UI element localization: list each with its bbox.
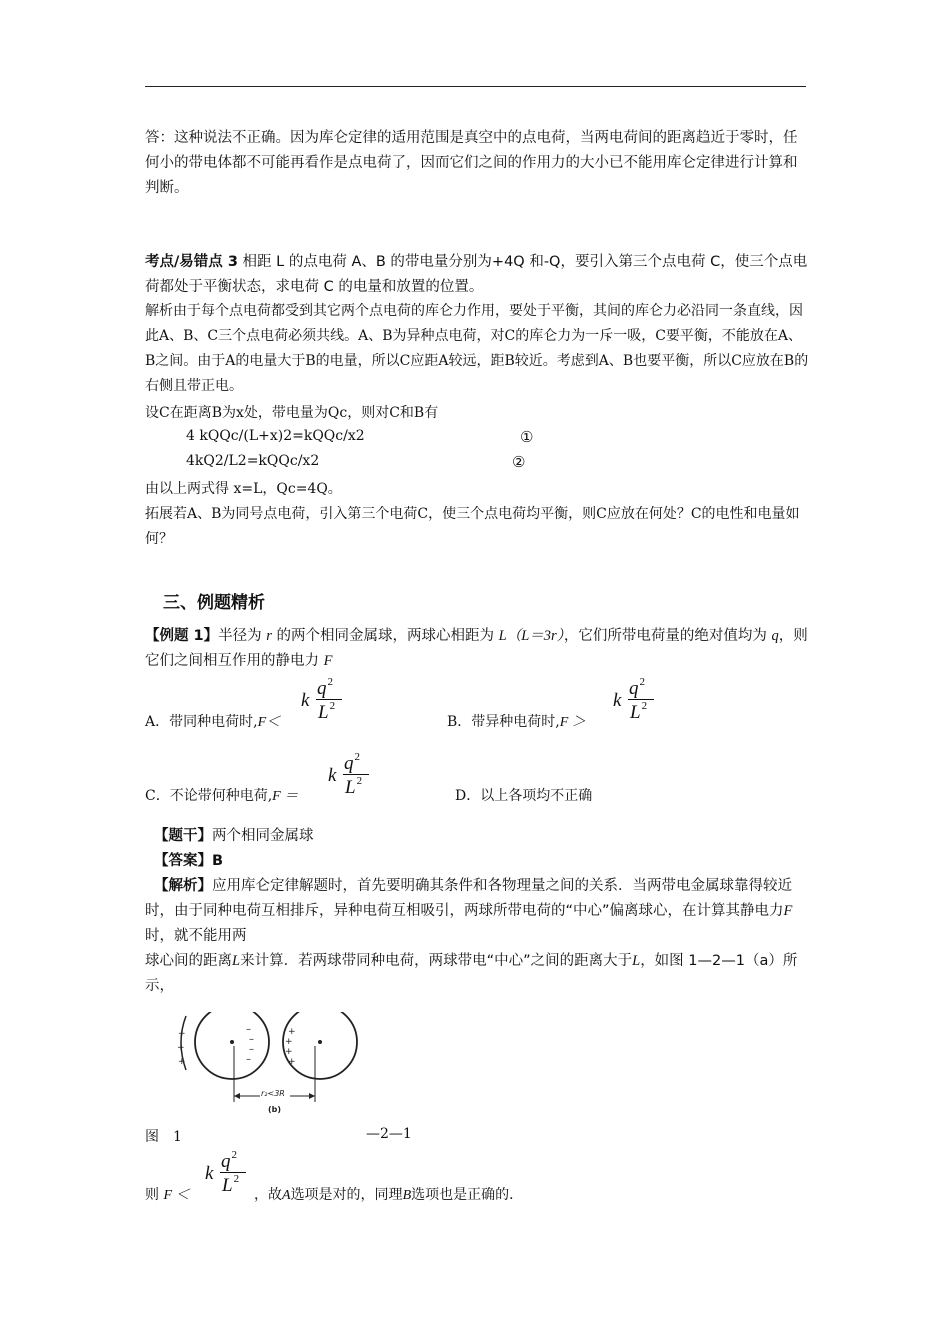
option-a-relation: F＜ xyxy=(257,715,281,730)
charge-sign: + xyxy=(288,1057,296,1067)
option-b-label: B．带异种电荷时, xyxy=(447,714,560,730)
charge-sign: + xyxy=(177,1043,185,1053)
charge-sign: + xyxy=(178,1057,186,1067)
arrow-head-right xyxy=(309,1093,315,1099)
option-b[interactable] xyxy=(447,711,586,731)
jiexi-text: ，如图 1—2—1（a）所示， xyxy=(145,953,798,994)
answer-text: B xyxy=(212,853,224,869)
var-L: L xyxy=(632,953,641,969)
figure-caption-b: —2—1 xyxy=(366,1126,412,1142)
sphere-left xyxy=(195,1012,269,1079)
charge-sign: + xyxy=(285,1037,293,1047)
two-spheres-figure xyxy=(170,1012,370,1120)
jiexi-paragraph xyxy=(145,874,810,949)
option-a-label: A．带同种电荷时, xyxy=(145,714,258,730)
charge-sign: + xyxy=(178,1029,186,1039)
charge-sign: + xyxy=(288,1027,296,1037)
option-c[interactable] xyxy=(145,785,298,805)
example-question xyxy=(145,624,810,674)
kaodian-extension: 拓展若A、B为同号点电荷，引入第三个电荷C，使三个点电荷均平衡，则C应放在何处？C的电性和电量如何？ xyxy=(145,506,800,547)
kaodian-setup: 设C在距离B为x处，带电量为Qc，则对C和B有 xyxy=(145,405,439,421)
kaodian-label: 考点/易错点 3 xyxy=(145,254,238,270)
conclusion-text: ，故A选项是对的，同理B选项也是正确的． xyxy=(254,1187,524,1203)
var-q: q xyxy=(771,628,779,644)
conclusion-prefix: 则 F ＜ xyxy=(145,1187,190,1203)
charge-sign: – xyxy=(246,1024,251,1035)
jiexi-text: 球心间的距离 xyxy=(145,953,232,969)
option-a[interactable] xyxy=(145,711,280,731)
tigan-text: 两个相同金属球 xyxy=(212,828,314,844)
jiexi-text: 时，就不能用两 xyxy=(145,928,247,944)
example-label: 【例题 1】 xyxy=(145,628,219,644)
jiexi-paragraph-2 xyxy=(145,949,810,999)
var-F: F xyxy=(323,653,333,669)
sphere-right-center xyxy=(318,1040,322,1044)
jiexi-label: 【解析】 xyxy=(154,878,212,894)
header-rule xyxy=(145,86,806,87)
equation-2: 4kQ2/L2=kQQc/x2 xyxy=(186,453,320,469)
answer xyxy=(154,849,223,870)
example-text: ，则它们之间相互作用的静电力 xyxy=(145,628,808,669)
kaodian-analysis: 解析由于每个点电荷都受到其它两个点电荷的库仑力作用，要处于平衡，其间的库仑力必沿同一条直线，因此A、B、C三个点电荷必须共线。A、B为异种点电荷，对C的库仑力为一斥一吸，C要平衡，不能放在A、B之间。由于A的电量大于B的电量，所以C应距A较远，距B较近。考虑到A、B也要平衡，所以C应放在B的右侧且带正电。 xyxy=(145,303,809,394)
charge-sign: – xyxy=(249,1044,254,1055)
var-B: B xyxy=(402,1188,412,1203)
option-d[interactable]: D．以上各项均不正确 xyxy=(455,788,593,804)
example-text: ，它们所带电荷量的绝对值均为 xyxy=(563,628,772,644)
var-F: F xyxy=(783,903,793,919)
figure-caption-a: 图 1 xyxy=(145,1129,182,1145)
var-L: L xyxy=(498,628,507,644)
equation-1: 4 kQQc/(L+x)2=kQQc/x2 xyxy=(186,428,365,444)
sphere-left-center xyxy=(230,1040,234,1044)
arrow-head-left xyxy=(234,1093,240,1099)
example-condition: （L＝3r） xyxy=(506,628,564,644)
subfigure-label: (b) xyxy=(268,1105,282,1114)
var-A: A xyxy=(282,1188,291,1203)
option-b-relation: F ＞ xyxy=(559,715,586,730)
tigan xyxy=(154,824,314,845)
sphere-right xyxy=(283,1012,357,1079)
jiexi-text: 来计算．若两球带同种电荷，两球带电“中心”之间的距离大于 xyxy=(240,953,633,969)
jiexi-text: 应用库仑定律解题时，首先要明确其条件和各物理量之间的关系．当两带电金属球靠得较近时，由于同种电荷互相排斥，异种电荷互相吸引，两球所带电荷的“中心”偏离球心，在计算其静电力 xyxy=(145,878,792,919)
var-r: r xyxy=(266,628,272,644)
equation-2-marker: ② xyxy=(512,453,526,471)
section-title: 三、例题精析 xyxy=(163,593,265,613)
kaodian-question xyxy=(145,250,810,300)
kaodian-result: 由以上两式得 x=L，Qc=4Q。 xyxy=(145,481,342,497)
answer-label: 【答案】 xyxy=(154,853,212,869)
var-L: L xyxy=(232,953,241,969)
option-c-relation: F ＝ xyxy=(272,789,299,804)
dimension-label: r₂<3R xyxy=(261,1089,285,1098)
answer-paragraph: 答：这种说法不正确。因为库仑定律的适用范围是真空中的点电荷，当两电荷间的距离趋近于零时，任何小的带电体都不可能再看作是点电荷了，因而它们之间的作用力的大小已不能用库仑定律进行计算和判断。 xyxy=(145,130,798,196)
conclusion-relation: F ＜ xyxy=(163,1188,190,1203)
tigan-label: 【题干】 xyxy=(154,828,212,844)
example-text: 半径为 xyxy=(218,628,267,644)
example-text: 的两个相同金属球，两球心相距为 xyxy=(271,628,499,644)
equation-1-marker: ① xyxy=(520,428,534,446)
charge-sign: – xyxy=(246,1054,251,1065)
charge-sign: + xyxy=(285,1047,293,1057)
option-c-label: C．不论带何种电荷, xyxy=(145,788,273,804)
charge-sign: – xyxy=(249,1034,254,1045)
kaodian-text: 相距 L 的点电荷 A、B 的带电量分别为+4Q 和-Q，要引入第三个点电荷 C，使三个点电荷都处于平衡状态，求电荷 C 的电量和放置的位置。 xyxy=(145,254,808,295)
